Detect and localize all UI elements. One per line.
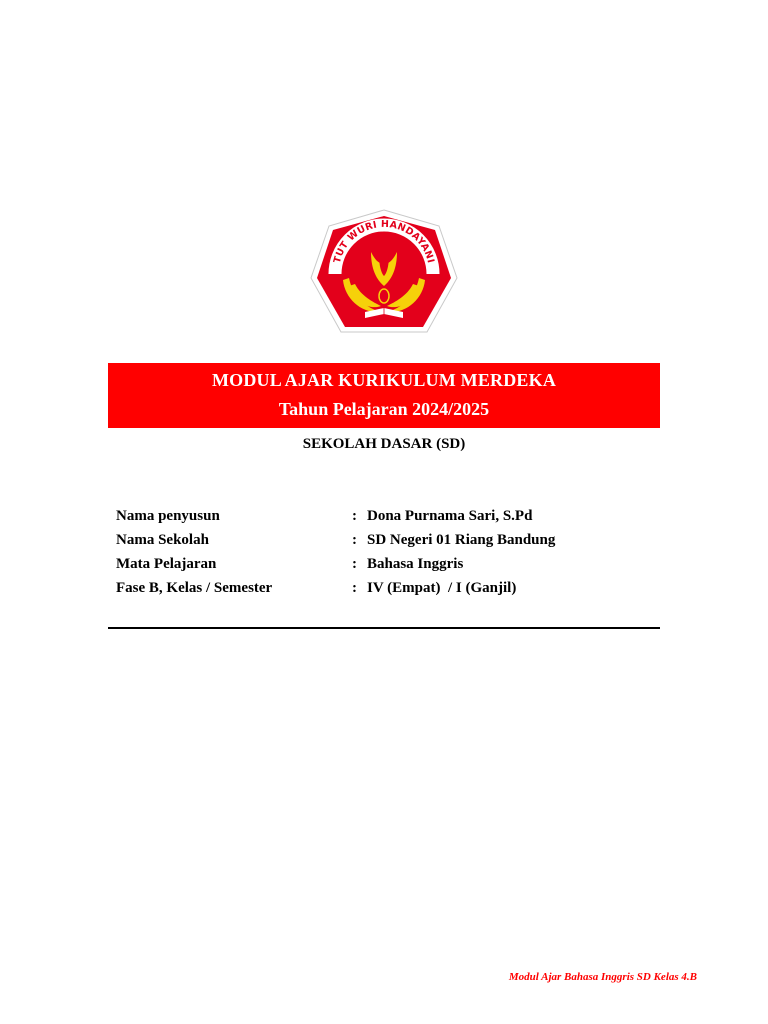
school-level: SEKOLAH DASAR (SD) bbox=[302, 436, 466, 452]
info-row-school bbox=[116, 531, 660, 555]
horizontal-divider bbox=[108, 627, 660, 629]
info-value: Dona Purnama Sari, S.Pd bbox=[367, 508, 533, 524]
logo-emblem-icon bbox=[309, 208, 459, 336]
info-colon: : bbox=[352, 508, 357, 524]
info-row-subject bbox=[116, 555, 660, 579]
info-value: IV (Empat) / I (Ganjil) bbox=[367, 580, 517, 596]
tut-wuri-handayani-logo bbox=[309, 208, 459, 336]
info-label: Nama Sekolah bbox=[116, 532, 209, 548]
info-label: Mata Pelajaran bbox=[116, 556, 217, 572]
academic-year: Tahun Pelajaran 2024/2025 bbox=[278, 399, 490, 419]
info-value: SD Negeri 01 Riang Bandung bbox=[367, 532, 556, 548]
info-row-grade bbox=[116, 579, 660, 603]
info-label: Nama penyusun bbox=[116, 508, 220, 524]
info-colon: : bbox=[352, 532, 357, 548]
info-row-author bbox=[116, 507, 660, 531]
info-colon: : bbox=[352, 580, 357, 596]
info-value: Bahasa Inggris bbox=[367, 556, 464, 572]
identity-table bbox=[116, 507, 660, 603]
document-title: MODUL AJAR KURIKULUM MERDEKA bbox=[211, 370, 557, 390]
page-footer: Modul Ajar Bahasa Inggris SD Kelas 4.B bbox=[508, 971, 697, 983]
logo-motto: TUT WURI HANDAYANI bbox=[331, 218, 437, 265]
title-banner bbox=[108, 363, 660, 428]
info-label: Fase B, Kelas / Semester bbox=[116, 580, 273, 596]
info-colon: : bbox=[352, 556, 357, 572]
